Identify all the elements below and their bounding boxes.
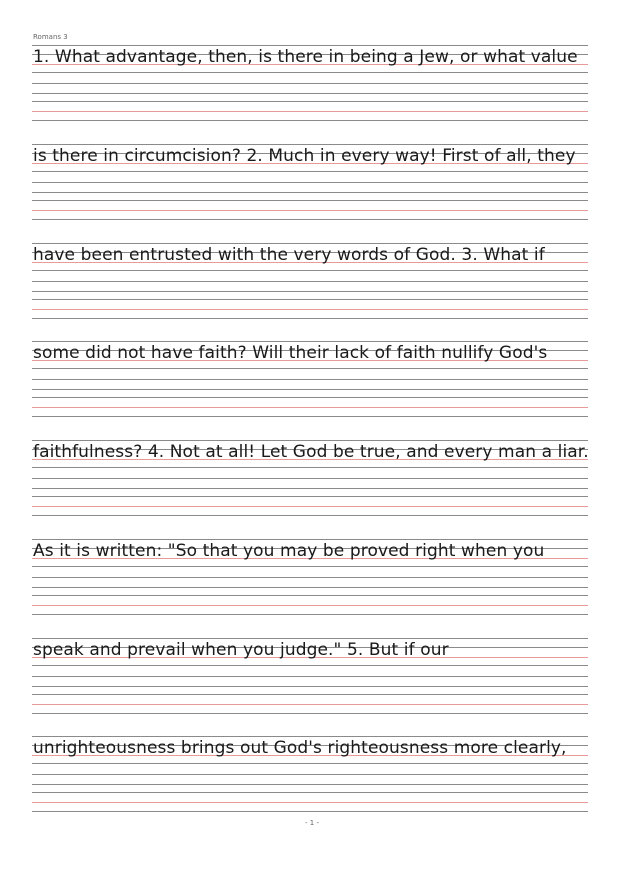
text-line-4: some did not have faith? Will their lack of faith nullify God's: [33, 343, 548, 363]
text-line-1: 1. What advantage, then, is there in being a Jew, or what value: [33, 47, 578, 67]
text-line-7: speak and prevail when you judge." 5. But if our: [33, 640, 449, 660]
writing-block-4: [32, 341, 588, 421]
page-header-title: Romans 3: [33, 33, 68, 41]
writing-block-5: [32, 440, 588, 520]
writing-block-8: [32, 736, 588, 816]
writing-block-3: [32, 243, 588, 323]
page-number: - 1 -: [305, 819, 319, 827]
text-line-5: faithfulness? 4. Not at all! Let God be true, and every man a liar.: [33, 442, 589, 462]
text-line-2: is there in circumcision? 2. Much in every way! First of all, they: [33, 146, 576, 166]
writing-block-2: [32, 144, 588, 224]
text-line-6: As it is written: "So that you may be proved right when you: [33, 541, 545, 561]
writing-block-7: [32, 638, 588, 718]
writing-block-1: [32, 45, 588, 125]
text-line-3: have been entrusted with the very words of God. 3. What if: [33, 245, 545, 265]
writing-block-6: [32, 539, 588, 619]
text-line-8: unrighteousness brings out God's righteousness more clearly,: [33, 738, 567, 758]
